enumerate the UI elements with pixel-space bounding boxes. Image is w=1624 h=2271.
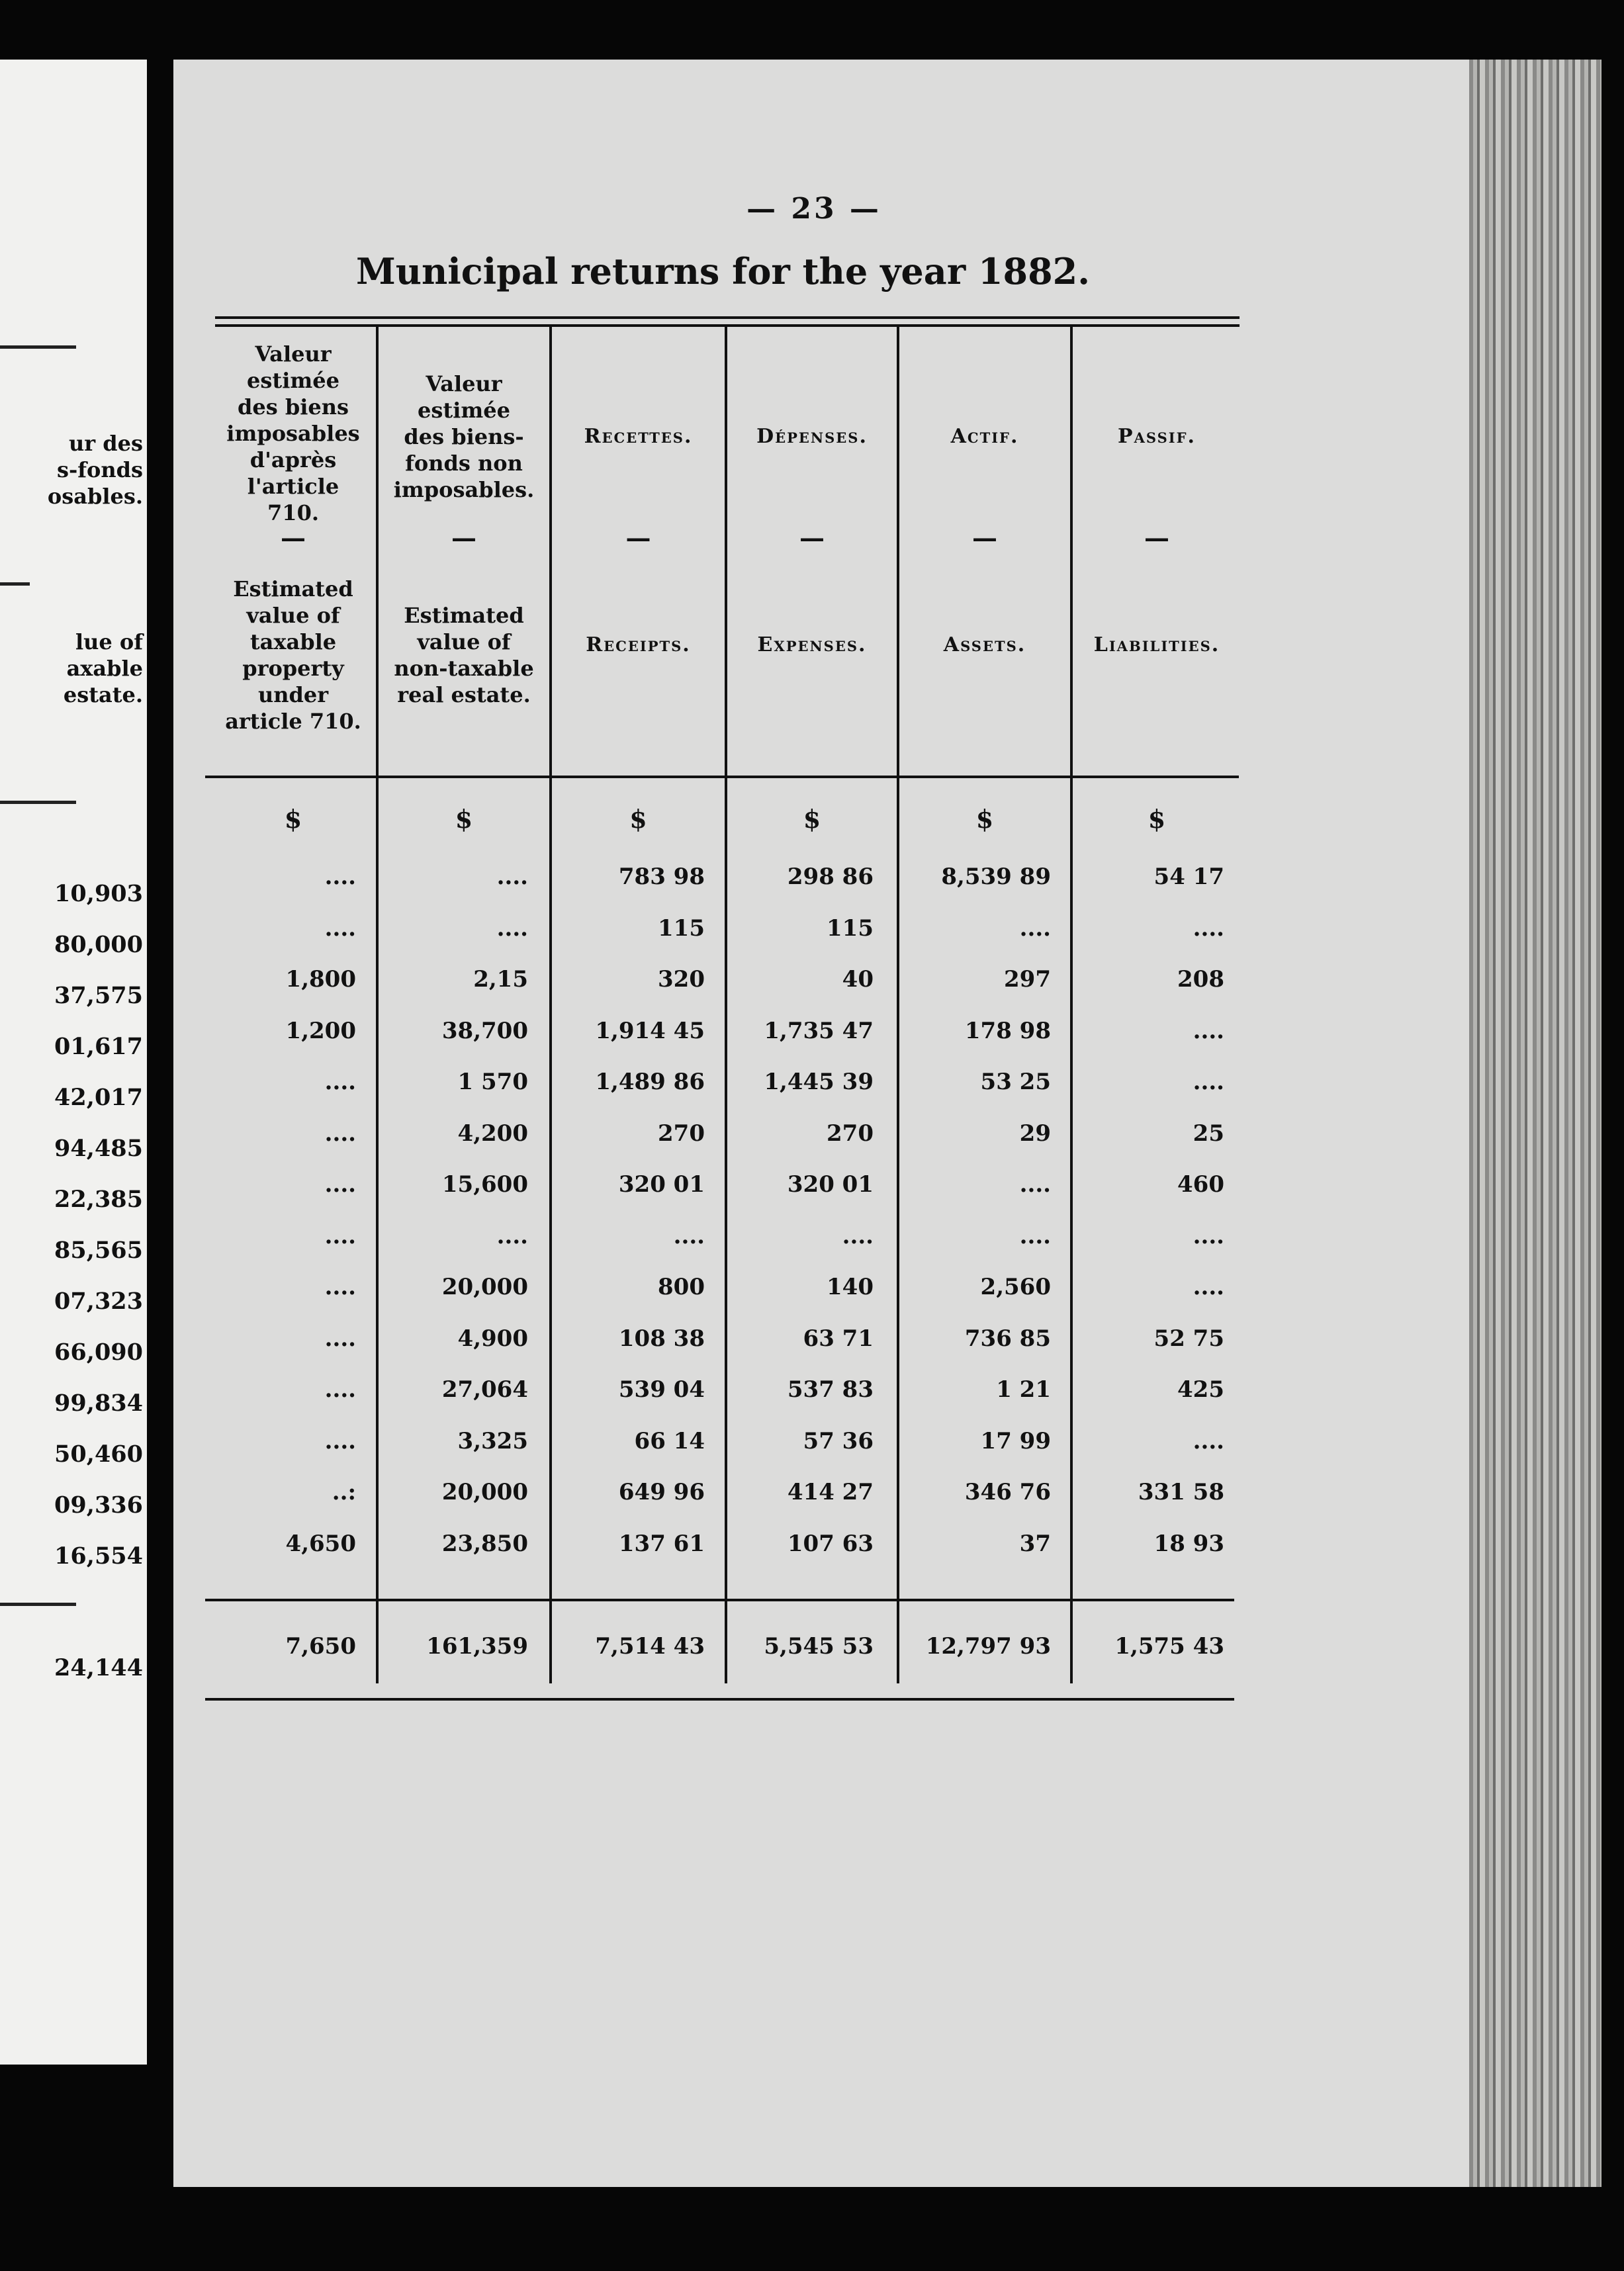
table-cell: 2,15 — [473, 966, 528, 993]
facing-page-rule — [0, 801, 76, 804]
table-cell: 1 570 — [457, 1069, 528, 1095]
table-cell: 38,700 — [441, 1017, 528, 1044]
table-cell: 8,539 89 — [941, 864, 1051, 890]
totals-top-rule — [205, 1599, 1234, 1601]
table-cell: 108 38 — [618, 1325, 705, 1352]
facing-page-value: 37,575 — [54, 982, 143, 1009]
table-cell: 537 83 — [787, 1376, 874, 1403]
table-cell: 107 63 — [787, 1530, 874, 1557]
column-header-en: Assets. — [943, 633, 1026, 656]
total-cell: 12,797 93 — [925, 1633, 1051, 1660]
table-cell: .... — [1019, 1171, 1051, 1198]
currency-symbol: $ — [629, 804, 647, 834]
table-cell: .... — [324, 1069, 356, 1095]
table-cell: 320 01 — [618, 1171, 705, 1198]
facing-page-fragment — [0, 60, 147, 2065]
facing-page-value: 85,565 — [54, 1237, 143, 1264]
table-cell: 23,850 — [441, 1530, 528, 1557]
facing-page-value: 50,460 — [54, 1441, 143, 1468]
table-cell: 414 27 — [787, 1479, 874, 1505]
table-cell: .... — [673, 1222, 705, 1249]
table-cell: 40 — [842, 966, 874, 993]
currency-symbol: $ — [455, 804, 473, 834]
table-cell: 137 61 — [618, 1530, 705, 1557]
table-cell: 320 01 — [787, 1171, 874, 1198]
table-cell: 4,900 — [457, 1325, 528, 1352]
column-header-en: Estimated value of taxable property under article 710. — [225, 576, 361, 734]
currency-symbol: $ — [975, 804, 994, 834]
page-title: Municipal returns for the year 1882. — [355, 250, 1091, 292]
table-cell: 17 99 — [980, 1427, 1051, 1454]
table-cell: .... — [1019, 1222, 1051, 1249]
currency-symbol: $ — [284, 804, 302, 834]
facing-page-rule — [0, 345, 76, 349]
table-cell: 270 — [827, 1120, 874, 1147]
column-header-en: Receipts. — [586, 633, 691, 656]
table-cell: .... — [1193, 914, 1224, 942]
table-cell: .... — [324, 1171, 356, 1198]
currency-symbol: $ — [1148, 804, 1166, 834]
table-cell: .... — [1019, 914, 1051, 942]
table-cell: 178 98 — [964, 1017, 1051, 1044]
table-cell: 1 21 — [996, 1376, 1051, 1403]
facing-page-total: 24,144 — [54, 1654, 143, 1681]
table-cell: 27,064 — [441, 1376, 528, 1403]
table-cell: 18 93 — [1153, 1530, 1224, 1557]
facing-page-value: 16,554 — [54, 1542, 143, 1570]
table-cell: ..: — [332, 1479, 356, 1505]
table-cell: 63 71 — [803, 1325, 874, 1352]
facing-page-value: 09,336 — [54, 1492, 143, 1519]
facing-page-value: 42,017 — [54, 1084, 143, 1111]
table-cell: 52 75 — [1153, 1325, 1224, 1352]
table-cell: 3,325 — [457, 1427, 528, 1454]
table-cell: 115 — [658, 914, 705, 942]
header-separator-dash: — — [625, 523, 651, 553]
table-cell: 115 — [827, 914, 874, 942]
table-bottom-rule — [205, 1698, 1234, 1701]
facing-page-value: 07,323 — [54, 1288, 143, 1315]
column-header-en: Estimated value of non-taxable real estate. — [394, 603, 534, 707]
total-cell: 5,545 53 — [764, 1633, 874, 1660]
table-cell: 66 14 — [634, 1427, 705, 1454]
column-header-fr: Valeur estimée des biens imposables d'après l'article 710. — [226, 341, 360, 525]
table-cell: .... — [842, 1222, 874, 1249]
table-cell: 1,489 86 — [595, 1069, 705, 1095]
table-cell: 208 — [1177, 966, 1224, 993]
facing-page-value: 66,090 — [54, 1339, 143, 1366]
column-header-en: Expenses. — [757, 633, 867, 656]
total-cell: 7,650 — [285, 1633, 356, 1660]
table-cell: .... — [324, 1325, 356, 1352]
table-cell: 37 — [1019, 1530, 1051, 1557]
facing-page-header-fr: ur des s-fonds osables. — [47, 431, 143, 509]
table-cell: .... — [324, 1222, 356, 1249]
column-header-fr: Actif. — [950, 425, 1019, 448]
table-cell: 539 04 — [618, 1376, 705, 1403]
table-cell: 1,800 — [285, 966, 356, 993]
facing-page-value: 01,617 — [54, 1033, 143, 1060]
table-cell: .... — [496, 914, 528, 942]
table-cell: .... — [324, 1427, 356, 1454]
table-cell: .... — [324, 864, 356, 890]
facing-page-header-en: lue of axable estate. — [63, 629, 143, 707]
table-cell: 736 85 — [964, 1325, 1051, 1352]
column-header-fr: Dépenses. — [756, 425, 868, 448]
table-cell: 297 — [1004, 966, 1051, 993]
header-separator-dash: — — [281, 523, 306, 553]
table-cell: 460 — [1177, 1171, 1224, 1198]
table-cell: 320 — [658, 966, 705, 993]
table-cell: 2,560 — [980, 1274, 1051, 1300]
table-cell: 1,200 — [285, 1017, 356, 1044]
table-cell: .... — [496, 1222, 528, 1249]
table-cell: 1,914 45 — [595, 1017, 705, 1044]
table-cell: .... — [1193, 1274, 1224, 1300]
table-cell: 346 76 — [964, 1479, 1051, 1505]
facing-page-value: 10,903 — [54, 880, 143, 907]
header-separator-dash: — — [1144, 523, 1169, 553]
facing-page-value: 99,834 — [54, 1390, 143, 1417]
table-cell: 57 36 — [803, 1427, 874, 1454]
header-separator-dash: — — [451, 523, 476, 553]
header-separator-dash: — — [972, 523, 997, 553]
table-top-rule — [215, 316, 1240, 319]
table-cell: .... — [1193, 1069, 1224, 1095]
table-cell: 425 — [1177, 1376, 1224, 1403]
table-cell: .... — [324, 1376, 356, 1403]
table-cell: 1,735 47 — [764, 1017, 874, 1044]
table-cell: 1,445 39 — [764, 1069, 874, 1095]
table-cell: .... — [324, 914, 356, 942]
facing-page-rule — [0, 1603, 76, 1606]
table-cell: .... — [1193, 1222, 1224, 1249]
column-header-en: Liabilities. — [1093, 633, 1220, 656]
table-cell: 783 98 — [618, 864, 705, 890]
total-cell: 161,359 — [426, 1633, 528, 1660]
table-cell: 15,600 — [441, 1171, 528, 1198]
table-cell: .... — [1193, 1427, 1224, 1454]
table-cell: 20,000 — [441, 1479, 528, 1505]
table-top-rule — [215, 324, 1240, 327]
table-cell: 54 17 — [1153, 864, 1224, 890]
facing-page-value: 80,000 — [54, 931, 143, 958]
table-cell: .... — [496, 864, 528, 890]
column-header-fr: Recettes. — [584, 425, 693, 448]
table-cell: 4,650 — [285, 1530, 356, 1557]
table-cell: 4,200 — [457, 1120, 528, 1147]
table-cell: 20,000 — [441, 1274, 528, 1300]
table-cell: 331 58 — [1138, 1479, 1224, 1505]
facing-page-value: 22,385 — [54, 1186, 143, 1213]
column-header-fr: Valeur estimée des biens- fonds non imposables. — [393, 371, 535, 502]
facing-page-dash — [0, 582, 30, 586]
facing-page-value: 94,485 — [54, 1135, 143, 1162]
table-cell: 140 — [827, 1274, 874, 1300]
total-cell: 1,575 43 — [1114, 1633, 1224, 1660]
page-edge-stack — [1469, 60, 1601, 2187]
header-bottom-rule — [205, 776, 1239, 778]
column-header-fr: Passif. — [1118, 425, 1196, 448]
table-cell: 649 96 — [618, 1479, 705, 1505]
table-cell: 53 25 — [980, 1069, 1051, 1095]
table-cell: 800 — [658, 1274, 705, 1300]
header-separator-dash: — — [799, 523, 825, 553]
table-cell: .... — [1193, 1017, 1224, 1044]
table-cell: 298 86 — [787, 864, 874, 890]
total-cell: 7,514 43 — [595, 1633, 705, 1660]
table-cell: 270 — [658, 1120, 705, 1147]
table-cell: .... — [324, 1274, 356, 1300]
page-number: — 23 — — [746, 192, 881, 226]
table-cell: 29 — [1019, 1120, 1051, 1147]
currency-symbol: $ — [803, 804, 821, 834]
table-cell: .... — [324, 1120, 356, 1147]
table-cell: 25 — [1193, 1120, 1224, 1147]
